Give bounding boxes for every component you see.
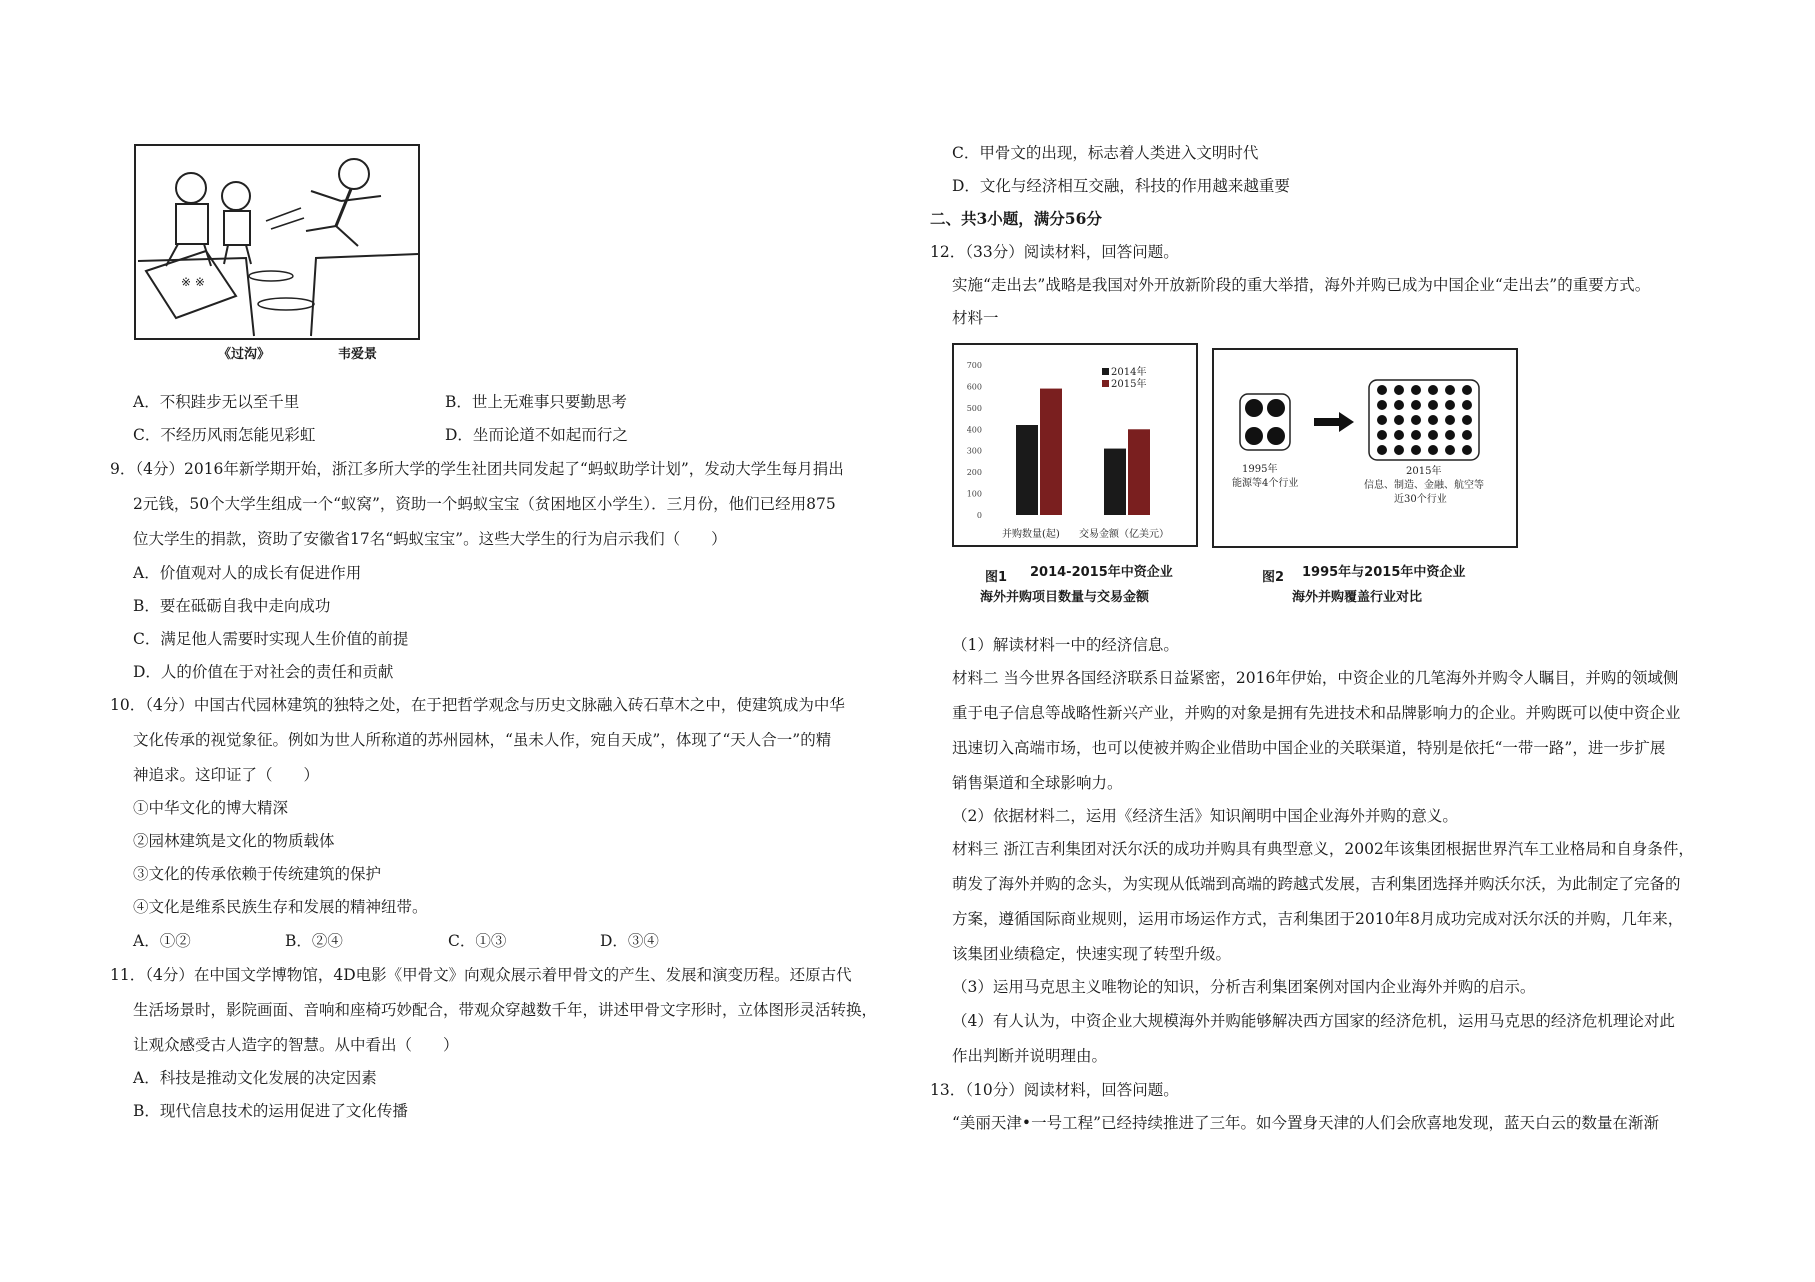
q10-option-c: C．①③ — [448, 932, 507, 950]
q8-option-a: A．不积跬步无以至千里 — [133, 393, 300, 411]
q8-option-d: D．坐而论道不如起而行之 — [445, 426, 628, 444]
dot-2015 — [1445, 415, 1455, 425]
dot-2015 — [1445, 385, 1455, 395]
cartoon-caption-author: 韦爱景 — [338, 347, 378, 362]
y-tick-label: 100 — [966, 489, 982, 499]
dot-2015 — [1377, 445, 1387, 455]
dots-1995 — [1240, 394, 1290, 450]
dot-2015 — [1394, 415, 1404, 425]
figure-1-caption-line2: 海外并购项目数量与交易金额 — [980, 590, 1150, 605]
dot-2015 — [1377, 385, 1387, 395]
legend-2015-swatch — [1102, 380, 1109, 387]
q8-option-c: C．不经历风雨怎能见彩虹 — [133, 426, 316, 444]
dot-2015 — [1411, 415, 1421, 425]
figure-2-caption-line2: 海外并购覆盖行业对比 — [1292, 590, 1423, 605]
cartoon-drawing — [136, 146, 418, 338]
q10-statement-2: ②园林建筑是文化的物质载体 — [133, 832, 335, 850]
dot-2015 — [1377, 400, 1387, 410]
dot-2015 — [1394, 430, 1404, 440]
q11-stem-line1: 11．（4分）在中国文学博物馆，4D电影《甲骨文》向观众展示着甲骨文的产生、发展和演变历程。还原古代 — [110, 966, 852, 984]
q11-option-d: D．文化与经济相互交融，科技的作用越来越重要 — [952, 177, 1290, 195]
x-label-amount: 交易金额（亿美元） — [1079, 529, 1169, 540]
dot-1995 — [1245, 427, 1263, 445]
dot-2015 — [1445, 445, 1455, 455]
q12-material-2-line3: 迅速切入高端市场，也可以使被并购企业借助中国企业的关联渠道，特别是依托“一带一路”，进一步扩展 — [952, 739, 1666, 757]
q12-sub-1: （1）解读材料一中的经济信息。 — [952, 636, 1179, 654]
y-tick-label: 0 — [976, 511, 982, 520]
dot-2015 — [1377, 430, 1387, 440]
dot-2015 — [1394, 385, 1404, 395]
q9-option-c: C．满足他人需要时实现人生价值的前提 — [133, 630, 409, 648]
bar-2015-count — [1040, 389, 1062, 515]
y-tick-label: 700 — [966, 361, 982, 370]
label-1995-line1: 1995年 — [1242, 464, 1278, 475]
x-label-count: 并购数量(起) — [1002, 529, 1060, 540]
label-2015-line1: 2015年 — [1406, 466, 1442, 477]
q12-material-2-line2: 重于电子信息等战略性新兴产业，并购的对象是拥有先进技术和品牌影响力的企业。并购既可以使中资企业 — [952, 704, 1681, 722]
y-tick-label: 400 — [966, 425, 982, 435]
q12-material-2-line4: 销售渠道和全球影响力。 — [952, 774, 1123, 792]
cartoon-caption-title: 《过沟》 — [218, 347, 271, 362]
dot-2015 — [1411, 445, 1421, 455]
q12-material-3-line2: 萌发了海外并购的念头，为实现从低端到高端的跨越式发展，吉利集团选择并购沃尔沃，为此制定了完备的 — [952, 875, 1681, 893]
q10-option-d: D．③④ — [600, 932, 659, 950]
q10-stem-line2: 文化传承的视觉象征。例如为世人所称道的苏州园林，“虽未人作，宛自天成”，体现了“天人合一”的精 — [133, 731, 832, 749]
figure-1-caption-line1: 2014-2015年中资企业 — [1030, 565, 1173, 580]
q12-sub-4-line2: 作出判断并说明理由。 — [952, 1047, 1108, 1065]
figure-1-caption-num: 图1 — [985, 570, 1008, 585]
y-tick-label: 500 — [966, 403, 982, 413]
q12-stem: 12．（33分）阅读材料，回答问题。 — [930, 243, 1179, 261]
q13-stem: 13．（10分）阅读材料，回答问题。 — [930, 1081, 1179, 1099]
cartoon-figure — [134, 144, 420, 340]
dot-1995 — [1245, 399, 1263, 417]
q10-statement-1: ①中华文化的博大精深 — [133, 799, 289, 817]
dot-2015 — [1462, 445, 1472, 455]
dot-2015 — [1445, 400, 1455, 410]
dot-2015 — [1394, 445, 1404, 455]
label-2015-line2: 信息、制造、金融、航空等 — [1364, 480, 1484, 491]
q11-stem-line2: 生活场景时，影院画面、音响和座椅巧妙配合，带观众穿越数千年，讲述甲骨文字形时，立体图形灵活转换， — [133, 1001, 878, 1019]
q9-stem-line1: 9．（4分）2016年新学期开始，浙江多所大学的学生社团共同发起了“蚂蚁助学计划”，发动大学生每月捐出 — [110, 460, 844, 478]
dot-2015 — [1462, 430, 1472, 440]
q9-option-a: A．价值观对人的成长有促进作用 — [133, 564, 362, 582]
q8-option-b: B．世上无难事只要勤思考 — [445, 393, 627, 411]
section-2-heading: 二、共3小题，满分56分 — [930, 209, 1102, 228]
dot-2015 — [1428, 430, 1438, 440]
q12-material-3-line4: 该集团业绩稳定，快速实现了转型升级。 — [952, 945, 1232, 963]
dot-2015 — [1394, 400, 1404, 410]
dot-2015 — [1411, 385, 1421, 395]
q10-option-a: A．①② — [133, 932, 191, 950]
figure-1-svg — [954, 345, 1196, 545]
q9-option-b: B．要在砥砺自我中走向成功 — [133, 597, 331, 615]
y-tick-label: 300 — [966, 446, 982, 456]
dot-2015 — [1428, 445, 1438, 455]
q10-stem-line1: 10．（4分）中国古代园林建筑的独特之处，在于把哲学观念与历史文脉融入砖石草木之中，使建筑成为中华 — [110, 696, 845, 714]
q9-option-d: D．人的价值在于对社会的责任和贡献 — [133, 663, 394, 681]
dot-2015 — [1428, 415, 1438, 425]
q12-sub-3: （3）运用马克思主义唯物论的知识，分析吉利集团案例对国内企业海外并购的启示。 — [952, 978, 1536, 996]
dot-2015 — [1411, 400, 1421, 410]
q12-material-3-line3: 方案，遵循国际商业规则，运用市场运作方式，吉利集团于2010年8月成功完成对沃尔沃的并购，几年来， — [952, 910, 1684, 928]
legend-2014-swatch — [1102, 368, 1109, 375]
dot-2015 — [1428, 400, 1438, 410]
dot-2015 — [1411, 430, 1421, 440]
figure-2-caption-line1: 1995年与2015年中资企业 — [1302, 565, 1466, 580]
q11-option-c: C．甲骨文的出现，标志着人类进入文明时代 — [952, 144, 1259, 162]
y-tick-label: 600 — [966, 382, 982, 392]
dot-2015 — [1377, 415, 1387, 425]
bar-2014-amount — [1104, 449, 1126, 515]
q11-stem-line3: 让观众感受古人造字的智慧。从中看出（ ） — [133, 1036, 459, 1054]
arrow-icon — [1314, 412, 1354, 432]
dots-2015 — [1377, 385, 1472, 455]
q10-statement-3: ③文化的传承依赖于传统建筑的保护 — [133, 865, 382, 883]
q13-line1: “美丽天津•一号工程”已经持续推进了三年。如今置身天津的人们会欣喜地发现，蓝天白云的数量在渐渐 — [952, 1114, 1659, 1132]
q12-material-2-line1: 材料二 当今世界各国经济联系日益紧密，2016年伊始，中资企业的几笔海外并购令人瞩目，并购的领域侧 — [952, 669, 1679, 687]
q12-sub-2: （2）依据材料二，运用《经济生活》知识阐明中国企业海外并购的意义。 — [952, 807, 1458, 825]
q12-material-3-line1: 材料三 浙江吉利集团对沃尔沃的成功并购具有典型意义，2002年该集团根据世界汽车工业格局和自身条件， — [952, 840, 1694, 858]
figure-2-svg — [1214, 350, 1516, 546]
dot-2015 — [1462, 400, 1472, 410]
figure-2-diagram — [1212, 348, 1518, 548]
legend-2015-label: 2015年 — [1111, 379, 1147, 390]
q10-stem-line3: 神追求。这印证了（ ） — [133, 766, 320, 784]
legend-2014-label: 2014年 — [1111, 367, 1147, 378]
q10-option-b: B．②④ — [285, 932, 343, 950]
q9-stem-line3: 位大学生的捐款，资助了安徽省17名“蚂蚁宝宝”。这些大学生的行为启示我们（ ） — [133, 530, 727, 548]
figure-2-caption-num: 图2 — [1262, 570, 1285, 585]
label-1995-line2: 能源等4个行业 — [1232, 478, 1299, 489]
dot-2015 — [1428, 385, 1438, 395]
q11-option-a: A．科技是推动文化发展的决定因素 — [133, 1069, 377, 1087]
bar-2015-amount — [1128, 429, 1150, 515]
q12-intro: 实施“走出去”战略是我国对外开放新阶段的重大举措，海外并购已成为中国企业“走出去”的重要方式。 — [952, 276, 1651, 294]
dot-2015 — [1462, 385, 1472, 395]
figure-1-chart — [952, 343, 1198, 547]
label-2015-line3: 近30个行业 — [1394, 494, 1447, 505]
dot-1995 — [1267, 427, 1285, 445]
q12-sub-4-line1: （4）有人认为，中资企业大规模海外并购能够解决西方国家的经济危机，运用马克思的经济危机理论对此 — [952, 1012, 1675, 1030]
dot-2015 — [1445, 430, 1455, 440]
q12-material-1-label: 材料一 — [952, 309, 999, 327]
q11-option-b: B．现代信息技术的运用促进了文化传播 — [133, 1102, 408, 1120]
dot-2015 — [1462, 415, 1472, 425]
y-tick-label: 200 — [966, 468, 982, 478]
q10-statement-4: ④文化是维系民族生存和发展的精神纽带。 — [133, 898, 428, 916]
q9-stem-line2: 2元钱，50个大学生组成一个“蚁窝”，资助一个蚂蚁宝宝（贫困地区小学生）．三月份，他们已经用875 — [133, 495, 836, 513]
bar-2014-count — [1016, 425, 1038, 515]
dot-1995 — [1267, 399, 1285, 417]
svg-text:※ ※: ※ ※ — [181, 275, 205, 289]
